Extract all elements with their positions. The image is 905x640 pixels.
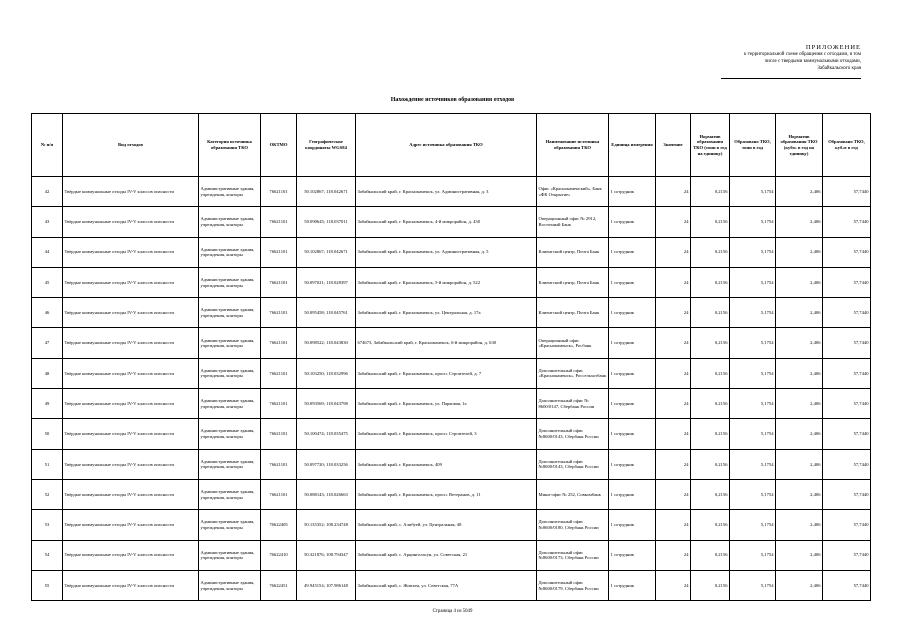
cubic-per-year-cell: 57,7440 [823,570,871,600]
source-address-cell: Забайкальский край, г. Краснокаменск, 409 [356,449,537,479]
source-category-cell: Административные здания, учреждения, конторы [199,570,261,600]
row-number-cell: 48 [32,358,63,388]
row-number-cell: 46 [32,298,63,328]
header-cell: Образовано ТКО, тонн в год [730,114,776,177]
oktmo-code-cell: 76622451 [261,570,297,600]
table-row [32,540,871,570]
oktmo-code-cell: 76621101 [261,358,297,388]
unit-cell: 1 сотрудник [609,540,656,570]
cubic-per-year-cell: 57,7440 [823,479,871,509]
oktmo-code-cell: 76621101 [261,237,297,267]
unit-cell: 1 сотрудник [609,177,656,207]
header-cell: Географические координаты WGS84 [297,114,356,177]
document-title: Нахождение источников образования отходов [390,97,515,103]
header-cell: Наименование источника образования ТКО [537,114,609,177]
value-cell: 24 [656,389,691,419]
row-number-cell: 54 [32,540,63,570]
waste-type-cell: Твёрдые коммунальные отходы IV-V классов опасности [63,479,199,509]
tons-per-year-cell: 5,1754 [730,237,776,267]
unit-cell: 1 сотрудник [609,358,656,388]
source-address-cell: Забайкальский край, г. Краснокаменск, ул. Административная, д. 3 [356,177,537,207]
source-address-cell: Забайкальский край, г. Краснокаменск, 5-й микрорайон, д. 522 [356,267,537,297]
unit-cell: 1 сотрудник [609,419,656,449]
tons-per-year-cell: 5,1754 [730,540,776,570]
source-category-cell: Административные здания, учреждения, конторы [199,177,261,207]
header-cell: Категория источника образования ТКО [199,114,261,177]
norm-cubic-cell: 2,406 [776,328,823,358]
source-category-cell: Административные здания, учреждения, конторы [199,510,261,540]
waste-type-cell: Твёрдые коммунальные отходы IV-V классов опасности [63,237,199,267]
appendix-title: ПРИЛОЖЕНИЕ [805,44,861,51]
norm-tons-cell: 0,2156 [691,328,730,358]
table-row [32,510,871,540]
cubic-per-year-cell: 57,7440 [823,540,871,570]
oktmo-code-cell: 76622405 [261,510,297,540]
coordinates-cell: 50.097021; 118.028397 [297,267,356,297]
source-category-cell: Административные здания, учреждения, конторы [199,358,261,388]
coordinates-cell: 50.321876; 108.794347 [297,540,356,570]
cubic-per-year-cell: 57,7440 [823,207,871,237]
tons-per-year-cell: 5,1754 [730,570,776,600]
value-cell: 24 [656,358,691,388]
appendix-block [661,44,861,79]
row-number-cell: 47 [32,328,63,358]
norm-cubic-cell: 2,406 [776,207,823,237]
cubic-per-year-cell: 57,7440 [823,298,871,328]
source-category-cell: Административные здания, учреждения, конторы [199,479,261,509]
waste-type-cell: Твёрдые коммунальные отходы IV-V классов опасности [63,510,199,540]
appendix-line-3: Забайкальского края [817,66,861,71]
value-cell: 24 [656,298,691,328]
cubic-per-year-cell: 57,7440 [823,358,871,388]
source-name-cell: Клиентский центр, Почта Банк [537,298,609,328]
source-address-cell: Забайкальский край, г. Краснокаменск, ул. Центральная, д. 17а [356,298,537,328]
coordinates-cell: 50.095458; 118.045761 [297,298,356,328]
source-name-cell: Клиентский центр, Почта Банк [537,267,609,297]
tons-per-year-cell: 5,1754 [730,419,776,449]
row-number-cell: 44 [32,237,63,267]
oktmo-code-cell: 76621101 [261,389,297,419]
norm-tons-cell: 0,2156 [691,237,730,267]
value-cell: 24 [656,479,691,509]
norm-tons-cell: 0,2156 [691,267,730,297]
waste-type-cell: Твёрдые коммунальные отходы IV-V классов опасности [63,358,199,388]
norm-tons-cell: 0,2156 [691,510,730,540]
coordinates-cell: 50.102867; 118.042671 [297,237,356,267]
norm-cubic-cell: 2,406 [776,389,823,419]
unit-cell: 1 сотрудник [609,449,656,479]
source-address-cell: Забайкальский край, с. Арцинголасун, ул. Советская, 21 [356,540,537,570]
cubic-per-year-cell: 57,7440 [823,328,871,358]
header-cell: Норматив образования ТКО (тонн в год на единицу) [691,114,730,177]
value-cell: 24 [656,510,691,540]
row-number-cell: 49 [32,389,63,419]
norm-cubic-cell: 2,406 [776,419,823,449]
value-cell: 24 [656,570,691,600]
coordinates-cell: 50.097720; 118.033256 [297,449,356,479]
norm-tons-cell: 0,2156 [691,540,730,570]
value-cell: 24 [656,540,691,570]
source-category-cell: Административные здания, учреждения, конторы [199,207,261,237]
source-name-cell: Дополнительный офис №8600/0180, Сбербанк России [537,510,609,540]
header-cell: Образовано ТКО, куб.м в год [823,114,871,177]
unit-cell: 1 сотрудник [609,237,656,267]
coordinates-cell: 50.088143; 118.026663 [297,479,356,509]
appendix-rule [721,78,861,79]
value-cell: 24 [656,328,691,358]
waste-type-cell: Твёрдые коммунальные отходы IV-V классов опасности [63,449,199,479]
waste-type-cell: Твёрдые коммунальные отходы IV-V классов опасности [63,328,199,358]
table-row [32,358,871,388]
waste-type-cell: Твёрдые коммунальные отходы IV-V классов опасности [63,570,199,600]
oktmo-code-cell: 76621101 [261,479,297,509]
oktmo-code-cell: 76621101 [261,449,297,479]
source-address-cell: 674673, Забайкальский край, г. Краснокаменск, 6-й микрорайон, д. 630 [356,328,537,358]
source-category-cell: Административные здания, учреждения, конторы [199,449,261,479]
source-address-cell: Забайкальский край, г. Краснокаменск, ул. Административная, д. 5 [356,237,537,267]
value-cell: 24 [656,237,691,267]
header-cell: ОКТМО [261,114,297,177]
cubic-per-year-cell: 57,7440 [823,510,871,540]
waste-type-cell: Твёрдые коммунальные отходы IV-V классов опасности [63,540,199,570]
coordinates-cell: 50.103250; 118.032996 [297,358,356,388]
norm-cubic-cell: 2,406 [776,479,823,509]
source-address-cell: Забайкальский край, г. Краснокаменск, просп. Строителей, д. 7 [356,358,537,388]
cubic-per-year-cell: 57,7440 [823,267,871,297]
table-row [32,267,871,297]
source-name-cell: Дополнительный офис «Краснокаменск», Россельхозбанк [537,358,609,388]
table-row [32,570,871,600]
table-row [32,449,871,479]
page-footer: Страница 4 из 5049 [432,609,473,614]
coordinates-cell: 50.100474; 118.035475 [297,419,356,449]
table-row [32,389,871,419]
table-row [32,328,871,358]
tons-per-year-cell: 5,1754 [730,479,776,509]
oktmo-code-cell: 76621101 [261,328,297,358]
tons-per-year-cell: 5,1754 [730,177,776,207]
tons-per-year-cell: 5,1754 [730,207,776,237]
source-category-cell: Административные здания, учреждения, конторы [199,237,261,267]
source-name-cell: Дополнительный офис №8600/0143, Сбербанк России [537,419,609,449]
waste-type-cell: Твёрдые коммунальные отходы IV-V классов опасности [63,207,199,237]
source-category-cell: Административные здания, учреждения, конторы [199,419,261,449]
unit-cell: 1 сотрудник [609,479,656,509]
header-cell: № п/п [32,114,63,177]
source-name-cell: Операционный офис № 2912, Восточный Банк [537,207,609,237]
source-category-cell: Административные здания, учреждения, конторы [199,267,261,297]
table-body [32,177,871,601]
table-header-row [32,114,871,177]
source-category-cell: Административные здания, учреждения, конторы [199,298,261,328]
waste-sources-table [31,113,871,601]
coordinates-cell: 50.135352; 108.234748 [297,510,356,540]
waste-type-cell: Твёрдые коммунальные отходы IV-V классов опасности [63,177,199,207]
oktmo-code-cell: 76621101 [261,177,297,207]
coordinates-cell: 50.102867; 118.042671 [297,177,356,207]
source-name-cell: Клиентский центр, Почта Банк [537,237,609,267]
value-cell: 24 [656,419,691,449]
table-row [32,298,871,328]
unit-cell: 1 сотрудник [609,389,656,419]
source-name-cell: Дополнительный офис №8600/0179, Сбербанк России [537,570,609,600]
cubic-per-year-cell: 57,7440 [823,389,871,419]
value-cell: 24 [656,207,691,237]
norm-cubic-cell: 2,406 [776,177,823,207]
table-row [32,207,871,237]
coordinates-cell: 50.098522; 118.043830 [297,328,356,358]
source-name-cell: Дополнительный офис № 8600/0147, Сбербанк России [537,389,609,419]
source-category-cell: Административные здания, учреждения, конторы [199,540,261,570]
source-address-cell: Забайкальский край, с. Алибуей, ул. Центральная, 48 [356,510,537,540]
waste-type-cell: Твёрдые коммунальные отходы IV-V классов опасности [63,298,199,328]
unit-cell: 1 сотрудник [609,267,656,297]
header-cell: Норматив образования ТКО (кубм. в год на единицу) [776,114,823,177]
source-address-cell: Забайкальский край, г. Краснокаменск, просп. Строителей, 3 [356,419,537,449]
source-name-cell: Офис «Краснокаменский», Банк «ФК Открытие» [537,177,609,207]
appendix-line-2: числе с твердыми коммунальными отходами, [764,59,861,64]
tons-per-year-cell: 5,1754 [730,358,776,388]
waste-type-cell: Твёрдые коммунальные отходы IV-V классов опасности [63,389,199,419]
unit-cell: 1 сотрудник [609,510,656,540]
oktmo-code-cell: 76621101 [261,298,297,328]
row-number-cell: 50 [32,419,63,449]
source-name-cell: Дополнительный офис №8600/0143, Сбербанк России [537,449,609,479]
waste-type-cell: Твёрдые коммунальные отходы IV-V классов опасности [63,267,199,297]
value-cell: 24 [656,449,691,479]
oktmo-code-cell: 76621101 [261,419,297,449]
norm-tons-cell: 0,2156 [691,479,730,509]
norm-tons-cell: 0,2156 [691,177,730,207]
norm-tons-cell: 0,2156 [691,358,730,388]
coordinates-cell: 50.090645; 118.037011 [297,207,356,237]
norm-cubic-cell: 2,406 [776,449,823,479]
unit-cell: 1 сотрудник [609,207,656,237]
row-number-cell: 42 [32,177,63,207]
header-cell: Единица измерения [609,114,656,177]
source-address-cell: Забайкальский край, с. Жипхен, ул. Советская, 77А [356,570,537,600]
row-number-cell: 43 [32,207,63,237]
oktmo-code-cell: 76622410 [261,540,297,570]
norm-tons-cell: 0,2156 [691,389,730,419]
waste-type-cell: Твёрдые коммунальные отходы IV-V классов опасности [63,419,199,449]
row-number-cell: 45 [32,267,63,297]
norm-cubic-cell: 2,406 [776,267,823,297]
source-address-cell: Забайкальский край, г. Краснокаменск, просп. Ветеранов, д. 11 [356,479,537,509]
norm-tons-cell: 0,2156 [691,207,730,237]
unit-cell: 1 сотрудник [609,570,656,600]
coordinates-cell: 50.093569; 118.043798 [297,389,356,419]
tons-per-year-cell: 5,1754 [730,328,776,358]
tons-per-year-cell: 5,1754 [730,510,776,540]
tons-per-year-cell: 5,1754 [730,267,776,297]
oktmo-code-cell: 76621101 [261,207,297,237]
table-row [32,479,871,509]
row-number-cell: 52 [32,479,63,509]
norm-cubic-cell: 2,406 [776,298,823,328]
row-number-cell: 51 [32,449,63,479]
table-row [32,419,871,449]
source-name-cell: Дополнительный офис №8600/0173, Сбербанк России [537,540,609,570]
norm-tons-cell: 0,2156 [691,570,730,600]
coordinates-cell: 49.945154; 107.986148 [297,570,356,600]
norm-cubic-cell: 2,406 [776,540,823,570]
source-address-cell: Забайкальский край, г. Краснокаменск, 4-й микрорайон, д. 430 [356,207,537,237]
appendix-line-1: к территориальной схеме обращения с отходами, в том [744,52,861,57]
table-row [32,177,871,207]
value-cell: 24 [656,177,691,207]
norm-tons-cell: 0,2156 [691,298,730,328]
cubic-per-year-cell: 57,7440 [823,449,871,479]
norm-cubic-cell: 2,406 [776,358,823,388]
cubic-per-year-cell: 57,7440 [823,177,871,207]
tons-per-year-cell: 5,1754 [730,449,776,479]
source-address-cell: Забайкальский край, г. Краснокаменск, ул. Парковая, 1а [356,389,537,419]
header-cell: Вид отходов [63,114,199,177]
source-category-cell: Административные здания, учреждения, конторы [199,389,261,419]
norm-tons-cell: 0,2156 [691,449,730,479]
tons-per-year-cell: 5,1754 [730,389,776,419]
norm-cubic-cell: 2,406 [776,570,823,600]
cubic-per-year-cell: 57,7440 [823,237,871,267]
cubic-per-year-cell: 57,7440 [823,419,871,449]
source-name-cell: Мини-офис № 252, Совкомбанк [537,479,609,509]
norm-cubic-cell: 2,406 [776,510,823,540]
header-cell: Адрес источника образования ТКО [356,114,537,177]
unit-cell: 1 сотрудник [609,328,656,358]
source-name-cell: Операционный офис «Краснокаменск», Росбанк [537,328,609,358]
table-row [32,237,871,267]
unit-cell: 1 сотрудник [609,298,656,328]
row-number-cell: 55 [32,570,63,600]
row-number-cell: 53 [32,510,63,540]
oktmo-code-cell: 76621101 [261,267,297,297]
header-cell: Значение [656,114,691,177]
value-cell: 24 [656,267,691,297]
norm-cubic-cell: 2,406 [776,237,823,267]
tons-per-year-cell: 5,1754 [730,298,776,328]
source-category-cell: Административные здания, учреждения, конторы [199,328,261,358]
norm-tons-cell: 0,2156 [691,419,730,449]
